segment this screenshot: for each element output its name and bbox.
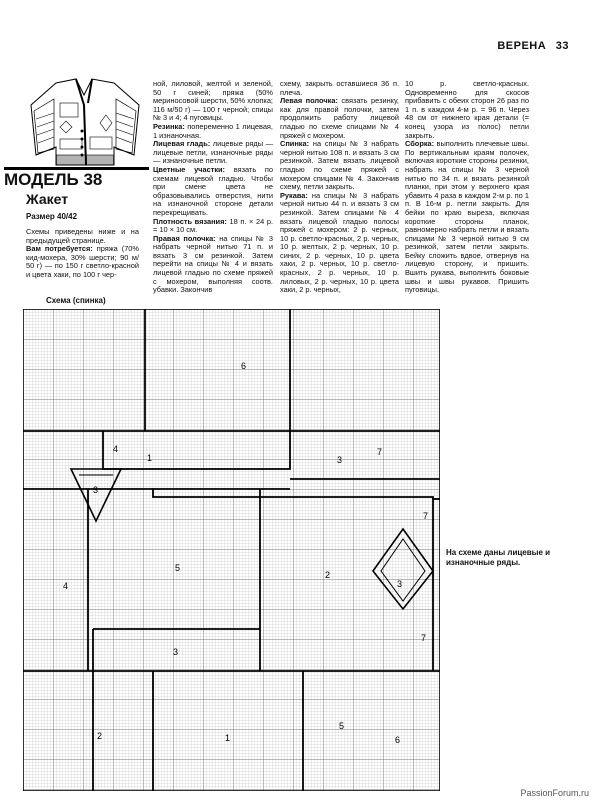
paragraph [153, 235, 273, 295]
chart-number: 6 [241, 361, 247, 371]
text-column-2 [153, 80, 273, 295]
model-heading [4, 167, 149, 190]
model-title: МОДЕЛЬ 38 [4, 170, 103, 189]
paragraph: схему, закрыть оставшиеся 36 п. плеча. [280, 79, 399, 97]
paragraph: ной, лиловой, желтой и зеленой, 50 г синей; пряжа (50% мериносовой шерсти, 50% хлопка; 116 м/50 г) — 100 г черной; спицы № 3 и 4; 4 пуговицы. [153, 79, 273, 123]
chart-number: 2 [325, 570, 331, 580]
paragraph-label: Резинка: [153, 121, 185, 131]
paragraph-label: Плотность вязания: [153, 216, 227, 226]
chart-note: На схеме даны лицевые и изнаночные ряды. [446, 548, 551, 567]
paragraph-text: вязать по схемам лицевой гладью. Чтобы при смене цвета не образовывались отверстия, нити на изнаночной стороне детали перекрещивать. [153, 164, 273, 217]
paragraph-label: Рукава: [280, 190, 308, 200]
chart-number: 7 [377, 447, 383, 457]
chart-number: 5 [175, 563, 181, 573]
paragraph [405, 140, 529, 295]
paragraph-text: лицевые ряды — лицевые петли, изнаночные ряды — изнаночные петли. [153, 139, 273, 166]
page-number: 33 [555, 40, 569, 52]
chart-number: 1 [225, 733, 231, 743]
text-column-1 [26, 228, 139, 280]
magazine-name: ВЕРЕНА [497, 40, 547, 52]
paragraph-label: Сборка: [405, 139, 435, 149]
chart-number: 3 [337, 455, 343, 465]
chart-number: 3 [397, 579, 403, 589]
paragraph-text: выполнить плечевые швы. По вертикальным краям полочек, включая короткие стороны резинки, набрать на спицы № 3 черной нитью по 34 п. и вязать резинкой планки, при этом у верхнего края убавить 4 раза в каждом 2-м р. по 1 п. В 16-м р. петли закрыть. Для бейки по краю выреза, включая короткие стороны планок, равномерно набрать петли и вязать спицами № 3 черной нитью 9 см резинкой, затем петли закрыть. Бейку сложить вдвое, отвернув на лицевую сторону, и пришить. Вшить рукава, выполнить боковые швы и швы рукавов. Пришить пуговицы. [405, 139, 530, 295]
paragraph-text: попеременно 1 лицевая, 1 изнаночная. [153, 121, 273, 140]
paragraph-text: пряжа (70% кид-мохера, 30% шерсти; 90 м/ 50 г) — по 150 г светло-красной и цвета хаки, по 100 г чер- [26, 244, 139, 279]
knitting-chart [23, 309, 440, 791]
chart-number: 2 [97, 731, 103, 741]
paragraph-text: связать резинку, как для правой полочки, затем продолжить работу лицевой гладью по схеме спицами № 4 пряжей с мохером. [280, 96, 399, 140]
paragraph-label: Лицевая гладь: [153, 139, 211, 149]
paragraph-text: на спицы № 3 набрать черной нитью 108 п. и вязать 3 см резинкой. Затем вязать лицевой гладью по схеме пряжей с мохером спицами № 4. Закончив схему, петли закрыть. [280, 139, 399, 192]
jacket-sketch-icon [26, 75, 144, 167]
paragraph-label: Вам потребуется: [26, 244, 93, 254]
site-watermark: PassionForum.ru [520, 788, 589, 798]
paragraph-text: 18 п. × 24 р. = 10 × 10 см. [153, 216, 273, 235]
text-column-4 [405, 80, 529, 295]
chart-number: 7 [421, 633, 427, 643]
chart-number: 4 [113, 444, 119, 454]
paragraph: Схемы приведены ниже и на предыдущей странице. [26, 227, 139, 245]
paragraph-label: Цветные участки: [153, 164, 226, 174]
paragraph [26, 245, 139, 279]
paragraph [280, 192, 399, 295]
paragraph-text: на спицы № 3 набрать черной нитью 71 п. и вязать 3 см резинкой. Затем перейти на спицы № 4 и вязать лицевой гладью по схеме пряжей с мохером, выполняя соотв. убавки. Закончив [153, 233, 273, 295]
chart-number: 3 [173, 647, 179, 657]
chart-number: 3 [93, 485, 99, 495]
paragraph [153, 218, 273, 235]
model-size: Размер 40/42 [26, 212, 78, 221]
chart-label: Схема (спинка) [46, 296, 106, 305]
chart-number: 5 [339, 721, 345, 731]
paragraph [153, 140, 273, 166]
chart-number: 1 [147, 453, 153, 463]
paragraph-label: Левая полочка: [280, 96, 338, 106]
paragraph [153, 166, 273, 218]
paragraph: 10 р. светло-красных. Одновременно для скосов прибавить с обеих сторон 26 раз по 1 п. в каждом 4-м р. = 96 п. Через 48 см от нижнего края детали (= конец узора из полос) петли закрыть. [405, 79, 529, 140]
text-column-3 [280, 80, 399, 295]
paragraph-label: Спинка: [280, 139, 310, 149]
paragraph-text: на спицы № 3 набрать черной нитью 44 п. и вязать 3 см резинкой. Затем спицами № 4 вязать лицевой гладью полосы пряжей с мохером: 2 р. черных, 10 р. светло-красных, 2 р. черных, 10 р. желтых, 2 р. черных, 10 р. синих, 2 р. черных, 10 р. цвета хаки, 2 р. черных, 10 р. светло-красных, 2 р. черных, 10 р. лиловых, 2 р. черных, 10 р. цвета хаки, 2 р. черных, [280, 190, 399, 295]
paragraph-label: Правая полочка: [153, 233, 216, 243]
paragraph [280, 97, 399, 140]
paragraph [280, 140, 399, 192]
chart-number: 7 [423, 511, 429, 521]
chart-number: 4 [63, 581, 69, 591]
model-subtitle: Жакет [26, 191, 69, 207]
page-header [491, 40, 569, 52]
chart-number: 6 [395, 735, 401, 745]
paragraph [153, 123, 273, 140]
